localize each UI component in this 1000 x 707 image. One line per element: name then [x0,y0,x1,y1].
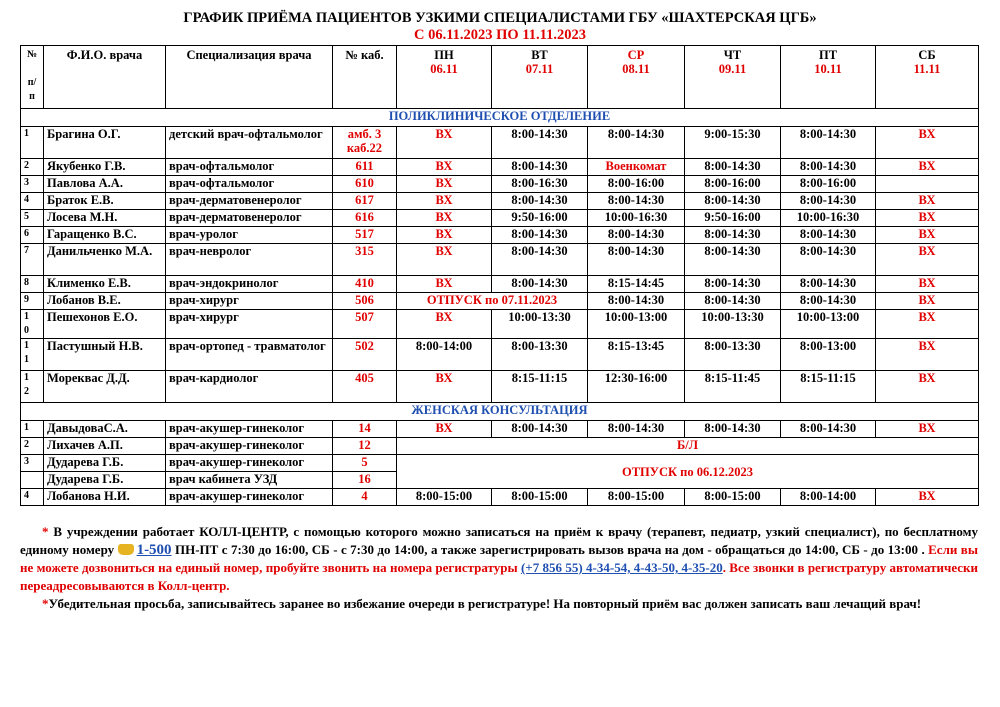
row-number [21,371,44,403]
schedule-cell: ВХ [876,193,979,210]
doctor-specialization: врач-эндокринолог [166,276,333,293]
row-number-part: 4 [24,194,29,205]
schedule-cell: 8:00-13:30 [492,339,588,371]
schedule-cell: ВХ [876,210,979,227]
note-advance-booking: *Убедительная просьба, записывайтесь заранее во избежание очереди в регистратуре! На повторный приём вас должен записать ваш лечащий врач! [42,596,922,611]
doctor-name: Лосева М.Н. [44,210,166,227]
doctor-specialization: детский врач-офтальмолог [166,127,333,159]
schedule-cell: 8:00-14:30 [685,276,781,293]
room-number: 5 [333,455,397,472]
schedule-cell: ВХ [397,244,492,276]
schedule-cell: 8:00-14:30 [781,276,876,293]
table-row [21,244,979,276]
row-number-part: 8 [24,277,29,288]
schedule-cell: 8:00-16:00 [685,176,781,193]
schedule-cell: 8:00-14:30 [588,127,685,159]
schedule-cell: ВХ [876,244,979,276]
header-day-wed: СР 08.11 [588,46,685,109]
row-number-part: 7 [24,245,29,256]
header-room: № каб. [333,46,397,109]
doctor-specialization: врач-офтальмолог [166,176,333,193]
room-number: 611 [333,159,397,176]
row-number [21,244,44,276]
schedule-cell: 8:00-14:30 [492,227,588,244]
row-number-part: 1 [24,340,29,351]
doctor-name: Дударева Г.Б. [44,455,166,472]
doctor-name: Мореквас Д.Д. [44,371,166,403]
schedule-cell: 9:50-16:00 [685,210,781,227]
table-row [21,210,979,227]
schedule-cell: 8:00-15:00 [397,489,492,506]
schedule-cell: ВХ [876,276,979,293]
room-number: 517 [333,227,397,244]
schedule-cell: 10:00-13:30 [492,310,588,339]
table-row [21,339,979,371]
row-number: 3 [21,455,44,472]
row-number-part: 1 [24,128,29,139]
schedule-cell: ВХ [397,193,492,210]
doctor-specialization: врач-акушер-гинеколог [166,455,333,472]
room-number: 410 [333,276,397,293]
row-number-part: 2 [24,386,29,397]
schedule-cell: 8:00-14:30 [685,293,781,310]
schedule-period: С 06.11.2023 ПО 11.11.2023 [413,27,586,43]
schedule-cell: 10:00-16:30 [588,210,685,227]
schedule-cell: 8:00-14:30 [685,227,781,244]
schedule-cell: 8:00-14:00 [781,489,876,506]
table-row [21,455,979,472]
room-number: 12 [333,438,397,455]
doctor-name: Павлова А.А. [44,176,166,193]
doctor-name: Лобанова Н.И. [44,489,166,506]
schedule-cell: 8:00-14:30 [492,193,588,210]
table-row [21,421,979,438]
table-row [21,310,979,339]
room-number: 405 [333,371,397,403]
doctor-name: Лихачев А.П. [44,438,166,455]
table-row [21,489,979,506]
schedule-cell: 8:15-14:45 [588,276,685,293]
schedule-cell: ВХ [397,210,492,227]
doctor-specialization: врач-акушер-гинеколог [166,438,333,455]
doctor-specialization: врач-акушер-гинеколог [166,489,333,506]
row-number [21,210,44,227]
schedule-cell: ВХ [876,127,979,159]
section-title-womens: ЖЕНСКАЯ КОНСУЛЬТАЦИЯ [21,403,979,421]
schedule-cell: ВХ [397,159,492,176]
doctor-specialization: врач-хирург [166,293,333,310]
doctor-specialization: врач-ортопед - травматолог [166,339,333,371]
doctor-name: Браток Е.В. [44,193,166,210]
header-day-tue: ВТ 07.11 [492,46,588,109]
schedule-cell: 8:00-14:30 [588,293,685,310]
room-number: амб. 3 каб.22 [333,127,397,159]
schedule-cell: ВХ [397,310,492,339]
schedule-cell: ВХ [397,127,492,159]
schedule-cell: 10:00-13:00 [588,310,685,339]
schedule-cell: Военкомат [588,159,685,176]
schedule-cell: 8:00-14:30 [781,293,876,310]
header-name: Ф.И.О. врача [44,46,166,109]
schedule-cell: ВХ [876,489,979,506]
doctor-specialization: врач-хирург [166,310,333,339]
schedule-cell: 8:00-14:30 [781,159,876,176]
row-number [21,227,44,244]
doctor-specialization: врач-офтальмолог [166,159,333,176]
vacation-cell: ОТПУСК по 07.11.2023 [397,293,588,310]
room-number: 16 [333,472,397,489]
schedule-table [20,45,979,506]
schedule-cell: 8:00-16:00 [781,176,876,193]
vacation-cell: ОТПУСК по 06.12.2023 [397,455,979,489]
row-number: 4 [21,489,44,506]
schedule-cell: 9:00-15:30 [685,127,781,159]
table-row [21,176,979,193]
table-row [21,127,979,159]
schedule-cell: 8:00-14:30 [685,244,781,276]
schedule-cell: 10:00-13:00 [781,310,876,339]
doctor-name: Данильченко М.А. [44,244,166,276]
schedule-cell: 8:00-14:30 [685,193,781,210]
header-day-sat: СБ 11.11 [876,46,979,109]
schedule-cell: 8:00-14:30 [588,421,685,438]
header-day-mon: ПН 06.11 [397,46,492,109]
room-number: 610 [333,176,397,193]
doctor-specialization: врач-дерматовенеролог [166,210,333,227]
telephone-icon [118,544,134,555]
row-number [21,472,44,489]
room-number: 506 [333,293,397,310]
doctor-specialization: врач-невролог [166,244,333,276]
row-number: 2 [21,438,44,455]
schedule-cell: 8:15-11:15 [781,371,876,403]
row-number [21,310,44,339]
call-center-number[interactable]: 1-500 [136,542,172,558]
schedule-cell: 8:00-13:30 [685,339,781,371]
table-row [21,159,979,176]
schedule-cell: ВХ [876,159,979,176]
schedule-cell: 8:00-14:00 [397,339,492,371]
notes [20,523,978,613]
schedule-cell: ВХ [397,176,492,193]
section-row-womens [21,403,979,421]
room-number: 616 [333,210,397,227]
schedule-cell: 8:00-15:00 [685,489,781,506]
header-row [21,46,979,109]
schedule-cell: ВХ [397,371,492,403]
table-row [21,227,979,244]
row-number-part: 1 [24,354,29,365]
row-number [21,276,44,293]
schedule-cell: ВХ [876,339,979,371]
row-number-part: 1 [24,372,29,383]
schedule-cell: 8:15-11:45 [685,371,781,403]
section-row-polyclinic [21,109,979,127]
table-row [21,193,979,210]
doctor-specialization: врач-уролог [166,227,333,244]
schedule-cell: 8:00-14:30 [588,193,685,210]
schedule-cell: ВХ [876,227,979,244]
schedule-cell: 8:00-14:30 [588,227,685,244]
schedule-cell: 8:15-13:45 [588,339,685,371]
row-number-part: 0 [24,325,29,336]
row-number-part: 2 [24,160,29,171]
schedule-cell: 12:30-16:00 [588,371,685,403]
header-spec: Специализация врача [166,46,333,109]
schedule-cell: 8:00-16:00 [588,176,685,193]
row-number-part: 3 [24,177,29,188]
schedule-cell: 8:00-14:30 [685,159,781,176]
doctor-name: Пастушный Н.В. [44,339,166,371]
doctor-name: Пешехонов Е.О. [44,310,166,339]
schedule-cell: 9:50-16:00 [492,210,588,227]
note-call-center: * В учреждении работает КОЛЛ-ЦЕНТР, с помощью которого можно записаться на приём к врачу (терапевт, педиатр, узкий специалист), по бесплатному единому номеру 1-500 ПН-ПТ с 7:30 до 16:00, СБ - с 7:30 до 14:00, а также зарегистрировать вызов врача на дом - обращаться до 14:00, СБ - до 13:00 . Если вы не можете дозвониться на единый номер, пробуйте звонить на номера регистратуры (+7 856 55) 4-34-54, 4-43-50, 4-35-20. Все звонки в регистратуру автоматически переадресовываются в Колл-центр. [20,524,979,593]
table-row [21,371,979,403]
header-num: № п/ п [21,46,44,109]
row-number-part: 6 [24,228,29,239]
doctor-name: Лобанов В.Е. [44,293,166,310]
section-title-polyclinic: ПОЛИКЛИНИЧЕСКОЕ ОТДЕЛЕНИЕ [21,109,979,127]
schedule-cell: 8:00-14:30 [781,193,876,210]
row-number-part: 1 [24,311,29,322]
row-number [21,159,44,176]
row-number-part: 5 [24,211,29,222]
doctor-specialization: врач-акушер-гинеколог [166,421,333,438]
doctor-specialization: врач-дерматовенеролог [166,193,333,210]
row-number [21,339,44,371]
row-number-part: 9 [24,294,29,305]
schedule-cell: ВХ [397,227,492,244]
row-number [21,176,44,193]
schedule-cell: 8:15-11:15 [492,371,588,403]
row-number: 1 [21,421,44,438]
schedule-cell: ВХ [876,421,979,438]
doctor-name: ДавыдоваС.А. [44,421,166,438]
room-number: 502 [333,339,397,371]
doctor-name: Гаращенко В.С. [44,227,166,244]
room-number: 507 [333,310,397,339]
schedule-cell: 8:00-14:30 [781,421,876,438]
doctor-name: Брагина О.Г. [44,127,166,159]
schedule-cell: 8:00-14:30 [588,244,685,276]
schedule-cell: ВХ [876,293,979,310]
schedule-cell: ВХ [876,310,979,339]
schedule-cell: ВХ [397,421,492,438]
table-row [21,276,979,293]
page-title: ГРАФИК ПРИЁМА ПАЦИЕНТОВ УЗКИМИ СПЕЦИАЛИСТАМИ ГБУ «ШАХТЕРСКАЯ ЦГБ» [183,10,817,26]
row-number [21,193,44,210]
row-number [21,293,44,310]
doctor-name: Клименко Е.В. [44,276,166,293]
schedule-cell: 8:00-14:30 [492,421,588,438]
room-number: 4 [333,489,397,506]
header-day-fri: ПТ 10.11 [781,46,876,109]
table-row [21,293,979,310]
row-number [21,127,44,159]
room-number: 14 [333,421,397,438]
doctor-specialization: врач-кардиолог [166,371,333,403]
schedule-cell: 8:00-14:30 [685,421,781,438]
schedule-cell: 10:00-16:30 [781,210,876,227]
schedule-cell: ВХ [876,371,979,403]
sick-leave-cell: Б/Л [397,438,979,455]
table-row [21,438,979,455]
doctor-name: Дударева Г.Б. [44,472,166,489]
schedule-cell [876,176,979,193]
schedule-cell: 8:00-14:30 [492,127,588,159]
registry-phones-link[interactable]: (+7 856 55) 4-34-54, 4-43-50, 4-35-20 [520,560,723,575]
header-day-thu: ЧТ 09.11 [685,46,781,109]
schedule-cell: 8:00-13:00 [781,339,876,371]
schedule-cell: 8:00-15:00 [588,489,685,506]
schedule-cell: 8:00-14:30 [492,159,588,176]
schedule-cell: 10:00-13:30 [685,310,781,339]
schedule-cell: 8:00-16:30 [492,176,588,193]
room-number: 315 [333,244,397,276]
schedule-cell: 8:00-14:30 [492,276,588,293]
schedule-cell: 8:00-14:30 [781,227,876,244]
schedule-cell: 8:00-14:30 [781,244,876,276]
schedule-cell: 8:00-14:30 [492,244,588,276]
schedule-cell: 8:00-14:30 [781,127,876,159]
doctor-name: Якубенко Г.В. [44,159,166,176]
doctor-specialization: врач кабинета УЗД [166,472,333,489]
schedule-cell: ВХ [397,276,492,293]
schedule-cell: 8:00-15:00 [492,489,588,506]
room-number: 617 [333,193,397,210]
